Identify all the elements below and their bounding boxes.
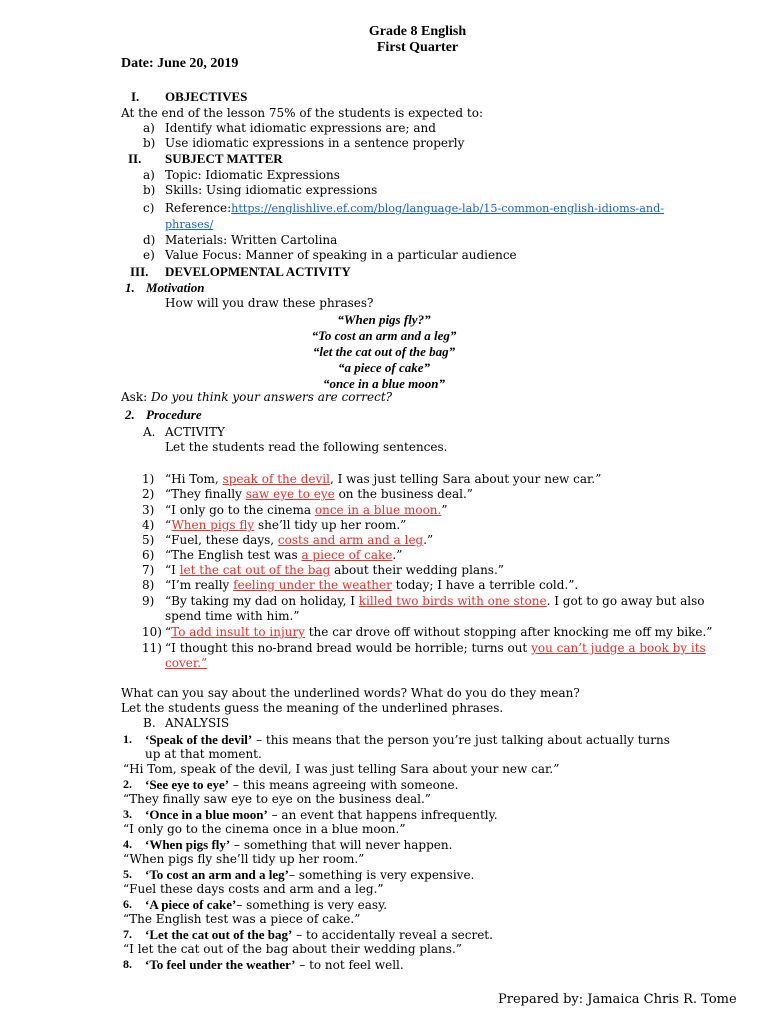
sentence-part: .” bbox=[423, 533, 434, 547]
phrase: “once in a blue moon” bbox=[322, 376, 446, 391]
sentence-part: “I’m really bbox=[165, 578, 234, 592]
procedure-heading: Procedure bbox=[146, 407, 202, 422]
idiom-underlined: cover.” bbox=[165, 656, 208, 670]
idiom-term: ‘When pigs fly’ bbox=[145, 837, 231, 852]
idiom-term: ‘See eye to eye’ bbox=[145, 777, 230, 792]
idiom-underlined: feeling under the weather bbox=[233, 578, 392, 592]
subsection-number: 1. bbox=[125, 280, 135, 295]
analysis-definition bbox=[145, 897, 387, 913]
reference-label: Reference: bbox=[165, 201, 232, 215]
definition-text: – this means that the person you’re just talking about actually turns bbox=[252, 733, 670, 747]
activity-heading: ACTIVITY bbox=[165, 425, 225, 439]
sentence-number: 6) bbox=[142, 548, 155, 562]
sentence-text bbox=[165, 609, 300, 624]
definition-text: – this means agreeing with someone. bbox=[229, 778, 459, 792]
lesson-date: Date: June 20, 2019 bbox=[121, 56, 239, 71]
ask-question: Do you think your answers are correct? bbox=[150, 390, 393, 404]
example-sentence: “I let the cat out of the bag about their wedding plans.” bbox=[123, 942, 462, 956]
sentence-number: 1) bbox=[142, 472, 155, 486]
list-marker: B. bbox=[143, 716, 156, 730]
sentence-part: about their wedding plans.” bbox=[330, 563, 504, 577]
phrase: “When pigs fly?” bbox=[337, 312, 431, 327]
analysis-definition bbox=[145, 867, 474, 883]
idiom-underlined: let the cat out of the bag bbox=[179, 563, 331, 577]
topic-item: Topic: Idiomatic Expressions bbox=[165, 168, 340, 182]
idiom-underlined: costs and arm and a leg bbox=[277, 533, 424, 547]
definition-text: – to accidentally reveal a secret. bbox=[292, 928, 493, 942]
idiom-underlined: once in a blue moon. bbox=[314, 503, 442, 517]
definition-text: – to not feel well. bbox=[295, 958, 404, 972]
sentence-text bbox=[165, 503, 447, 518]
list-marker: b) bbox=[143, 136, 156, 150]
section-heading-objectives: OBJECTIVES bbox=[165, 89, 248, 104]
analysis-definition bbox=[145, 957, 404, 973]
sentence-number: 8) bbox=[142, 578, 155, 592]
example-sentence: “They finally saw eye to eye on the business deal.” bbox=[123, 792, 431, 806]
example-sentence: “When pigs fly she’ll tidy up her room.” bbox=[123, 852, 365, 866]
sentence-text bbox=[165, 641, 706, 656]
subsection-number: 2. bbox=[125, 407, 135, 422]
sentence-text bbox=[165, 518, 406, 533]
sentence-text bbox=[165, 563, 504, 578]
sentence-part: , I was just telling Sara about your new car.” bbox=[329, 472, 602, 486]
sentence-number: 7) bbox=[142, 563, 155, 577]
sentence-text bbox=[165, 625, 712, 640]
motivation-question: How will you draw these phrases? bbox=[165, 296, 374, 310]
sentence-text bbox=[165, 594, 704, 609]
idiom-term: ‘To feel under the weather’ bbox=[145, 957, 296, 972]
list-item: Identify what idiomatic expressions are; and bbox=[165, 121, 436, 135]
example-sentence: “I only go to the cinema once in a blue moon.” bbox=[123, 822, 406, 836]
value-focus-item: Value Focus: Manner of speaking in a particular audience bbox=[165, 248, 517, 262]
analysis-number: 2. bbox=[123, 777, 132, 791]
idiom-underlined: saw eye to eye bbox=[245, 487, 335, 501]
analysis-number: 4. bbox=[123, 837, 132, 851]
analysis-number: 1. bbox=[123, 732, 132, 746]
definition-text: – something is very expensive. bbox=[288, 868, 475, 882]
phrase: “To cost an arm and a leg” bbox=[311, 328, 457, 343]
discussion-instruction: Let the students guess the meaning of the underlined phrases. bbox=[121, 701, 504, 715]
analysis-definition bbox=[145, 927, 493, 943]
sentence-part: “I only go to the cinema bbox=[165, 503, 315, 517]
sentence-part: “By taking my dad on holiday, I bbox=[165, 594, 359, 608]
motivation-heading: Motivation bbox=[146, 280, 205, 295]
definition-text: – something that will never happen. bbox=[230, 838, 453, 852]
sentence-part: “I bbox=[165, 563, 180, 577]
idiom-underlined: killed two birds with one stone bbox=[358, 594, 547, 608]
sentence-number: 3) bbox=[142, 503, 155, 517]
sentence-part: .” bbox=[392, 548, 403, 562]
section-number: II. bbox=[128, 151, 142, 166]
ask-line bbox=[121, 390, 392, 405]
sentence-number: 11) bbox=[142, 641, 162, 655]
list-marker: e) bbox=[143, 248, 155, 262]
analysis-definition bbox=[145, 777, 458, 793]
analysis-number: 3. bbox=[123, 807, 132, 821]
sentence-part: “Hi Tom, bbox=[165, 472, 223, 486]
sentence-part: she’ll tidy up her room.” bbox=[254, 518, 407, 532]
sentence-part: spend time with him.” bbox=[165, 609, 300, 623]
idiom-underlined: a piece of cake bbox=[301, 548, 393, 562]
idiom-term: ‘Speak of the devil’ bbox=[145, 732, 253, 747]
sentence-part: “The English test was bbox=[165, 548, 302, 562]
list-marker: a) bbox=[143, 121, 155, 135]
idiom-term: ‘Once in a blue moon’ bbox=[145, 807, 268, 822]
list-marker: d) bbox=[143, 233, 156, 247]
analysis-number: 6. bbox=[123, 897, 132, 911]
analysis-definition bbox=[145, 807, 498, 823]
idiom-underlined: When pigs fly bbox=[171, 518, 255, 532]
objectives-intro: At the end of the lesson 75% of the students is expected to: bbox=[121, 106, 483, 120]
list-marker: c) bbox=[143, 201, 155, 215]
sentence-number: 10) bbox=[142, 625, 162, 639]
sentence-part: today; I have a terrible cold.”. bbox=[391, 578, 579, 592]
list-marker: a) bbox=[143, 168, 155, 182]
section-number: I. bbox=[131, 89, 140, 104]
materials-item: Materials: Written Cartolina bbox=[165, 233, 338, 247]
example-sentence: “Fuel these days costs and arm and a leg.” bbox=[123, 882, 384, 896]
analysis-definition bbox=[145, 732, 670, 748]
section-heading-subject-matter: SUBJECT MATTER bbox=[165, 151, 283, 166]
definition-continued: up at that moment. bbox=[145, 747, 262, 761]
analysis-number: 5. bbox=[123, 867, 132, 881]
sentence-number: 2) bbox=[142, 487, 155, 501]
sentence-text bbox=[165, 472, 601, 487]
idiom-underlined: To add insult to injury bbox=[171, 625, 305, 639]
activity-intro: Let the students read the following sentences. bbox=[165, 440, 448, 454]
list-item: Use idiomatic expressions in a sentence properly bbox=[165, 136, 465, 150]
reference-item bbox=[165, 201, 664, 216]
analysis-number: 7. bbox=[123, 927, 132, 941]
phrase: “let the cat out of the bag” bbox=[312, 344, 456, 359]
phrase: “a piece of cake” bbox=[337, 360, 431, 375]
document-title: Grade 8 English bbox=[368, 24, 467, 39]
sentence-part: “I thought this no-brand bread would be horrible; turns out bbox=[165, 641, 532, 655]
definition-text: – something is very easy. bbox=[236, 898, 388, 912]
sentence-part: “Fuel, these days, bbox=[165, 533, 278, 547]
analysis-heading: ANALYSIS bbox=[165, 716, 230, 730]
list-marker: b) bbox=[143, 183, 156, 197]
sentence-text bbox=[165, 533, 433, 548]
idiom-underlined: you can’t judge a book by its bbox=[531, 641, 706, 655]
discussion-question: What can you say about the underlined words? What do you do they mean? bbox=[121, 686, 580, 700]
document-subtitle: First Quarter bbox=[376, 40, 459, 55]
reference-link[interactable]: https://englishlive.ef.com/blog/language-lab/15-common-english-idioms-and- bbox=[231, 202, 665, 215]
example-sentence: “The English test was a piece of cake.” bbox=[123, 912, 361, 926]
prepared-by: Prepared by: Jamaica Chris R. Tome bbox=[498, 992, 737, 1007]
idiom-term: ‘Let the cat out of the bag’ bbox=[145, 927, 293, 942]
idiom-term: ‘To cost an arm and a leg’ bbox=[145, 867, 289, 882]
analysis-definition bbox=[145, 837, 452, 853]
sentence-part: “ bbox=[165, 625, 172, 639]
skills-item: Skills: Using idiomatic expressions bbox=[165, 183, 378, 197]
analysis-number: 8. bbox=[123, 957, 132, 971]
sentence-number: 9) bbox=[142, 594, 155, 608]
sentence-part: . I got to go away but also bbox=[546, 594, 705, 608]
sentence-text bbox=[165, 656, 207, 671]
reference-link-continued[interactable]: phrases/ bbox=[165, 218, 214, 231]
list-marker: A. bbox=[143, 425, 156, 439]
idiom-underlined: speak of the devil bbox=[222, 472, 330, 486]
ask-label: Ask: bbox=[121, 390, 151, 404]
sentence-text bbox=[165, 548, 402, 563]
sentence-text bbox=[165, 487, 473, 502]
definition-text: – an event that happens infrequently. bbox=[267, 808, 498, 822]
sentence-text bbox=[165, 578, 578, 593]
sentence-part: “They finally bbox=[165, 487, 246, 501]
section-number: III. bbox=[130, 264, 149, 279]
example-sentence: “Hi Tom, speak of the devil, I was just telling Sara about your new car.” bbox=[123, 762, 560, 776]
section-heading-developmental: DEVELOPMENTAL ACTIVITY bbox=[165, 264, 351, 279]
sentence-number: 4) bbox=[142, 518, 155, 532]
sentence-part: the car drove off without stopping after knocking me off my bike.” bbox=[304, 625, 713, 639]
sentence-part: “ bbox=[165, 518, 172, 532]
idiom-term: ‘A piece of cake’ bbox=[145, 897, 237, 912]
sentence-number: 5) bbox=[142, 533, 155, 547]
sentence-part: ” bbox=[441, 503, 448, 517]
sentence-part: on the business deal.” bbox=[334, 487, 473, 501]
